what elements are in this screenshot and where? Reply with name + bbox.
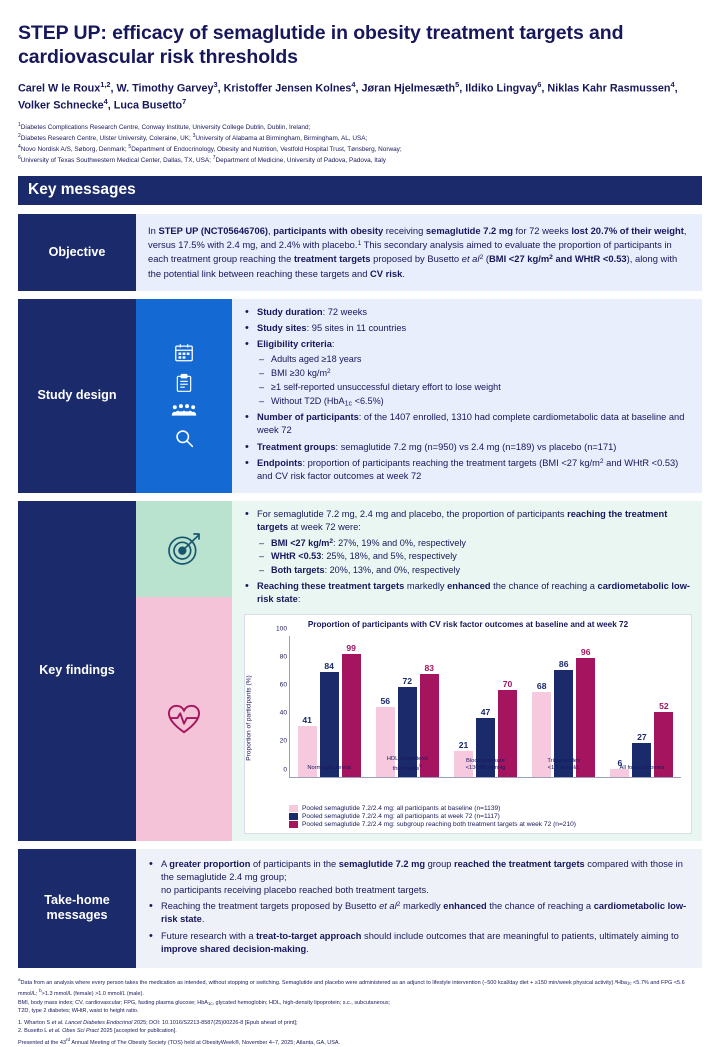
chart-x-tick-label: Blood pressure <130/80 mmHg	[465, 758, 506, 772]
sub-bullet-item: – ≥1 self-reported unsuccessful dietary effort to lose weight	[257, 381, 692, 394]
bullet-item: • Future research with a treat-to-target approach should include outcomes that are meaningful to patients, ultimately aiming to improve shared decision-making.	[148, 930, 690, 956]
calendar-icon	[173, 342, 195, 364]
chart-bar-value: 6	[617, 758, 623, 769]
section-label-study-design: Study design	[18, 299, 136, 494]
sub-bullet-list	[257, 537, 692, 578]
chart-legend-item	[289, 821, 685, 828]
chart-bar-value: 47	[480, 707, 491, 718]
chart-bar-value: 70	[502, 678, 513, 689]
chart-group	[603, 636, 681, 777]
key-findings-icons	[136, 501, 232, 840]
chart-bar-groups	[290, 636, 681, 777]
people-group-icon	[171, 402, 197, 420]
bullet-item: • Endpoints: proportion of participants reaching the treatment targets (BMI <27 $kg/m^2$ and WHtR <0.53) and CV risk factor outcomes at week 72	[244, 457, 692, 483]
chart-y-tick: 20	[279, 737, 287, 745]
chart-bar-value: 41	[302, 714, 312, 725]
chart-legend-item	[289, 805, 685, 812]
sub-bullet-item: – BMI <27 $kg/m^2$: 27%, 19% and 0%, respectively	[257, 537, 692, 550]
bullet-item: • Study sites: 95 sites in 11 countries	[244, 322, 692, 335]
sub-bullet-item: – Adults aged ≥18 years	[257, 353, 692, 366]
key-findings-bullets	[244, 508, 692, 606]
footnotes	[18, 976, 702, 1047]
chart-legend-label: Pooled semaglutide 7.2/2.4 mg: all participants at week 72 (n=1117)	[302, 812, 500, 820]
section-study-design	[18, 299, 702, 494]
search-icon	[174, 428, 195, 449]
chart-group	[290, 636, 368, 777]
key-findings-content	[232, 501, 702, 840]
chart-x-tick-label: Normoglycaemia	[307, 765, 351, 772]
take-home-bullets	[148, 858, 690, 956]
section-label-objective: Objective	[18, 214, 136, 290]
chart-legend-swatch	[289, 813, 298, 820]
clipboard-icon	[174, 372, 194, 394]
sub-bullet-item: – BMI ≥30 $kg/m^2$	[257, 367, 692, 380]
study-design-content	[232, 299, 702, 494]
chart-bar-value: 96	[580, 646, 591, 657]
chart-x-tick-label: Triglycerides <1.7 mmol/L	[547, 758, 581, 772]
objective-text: In STEP UP (NCT05646706), participants with obesity receiving semaglutide 7.2 mg for 72 weeks lost 20.7% of their weight, versus 17.5% with 2.4 mg, and 2.4% with placebo.$^1$ This secondary analysis aimed to evaluate the proportion of participants in each treatment group reaching the treatment targets proposed by Busetto et $al^2$ (BMI <27 $kg/m^2$ and WHtR <0.53), along with the potential link between reaching these targets and CV risk.	[148, 225, 687, 279]
chart-group	[368, 636, 446, 777]
chart-bar-value: 72	[402, 676, 413, 687]
chart-plot	[275, 625, 681, 778]
chart-x-tick-label: HDL cholesterol thresholds$^b$	[386, 756, 428, 772]
section-key-findings	[18, 501, 702, 840]
chart-bar-value: 99	[346, 642, 356, 653]
cv-risk-chart	[244, 614, 692, 834]
chart-bar-value: 68	[536, 681, 547, 692]
chart-y-tick: 80	[279, 653, 287, 661]
sub-bullet-list	[257, 353, 692, 408]
heart-icon	[167, 703, 201, 735]
chart-y-tick: 40	[279, 709, 287, 717]
chart-bar	[320, 661, 339, 776]
chart-legend-item	[289, 813, 685, 820]
sub-bullet-item: – Both targets: 20%, 13%, and 0%, respectively	[257, 564, 692, 577]
chart-y-tick: 60	[279, 681, 287, 689]
chart-bar-value: 52	[659, 701, 669, 712]
bullet-item: • Treatment groups: semaglutide 7.2 mg (n=950) vs 2.4 mg (n=189) vs placebo (n=171)	[244, 441, 692, 454]
chart-group	[446, 636, 524, 777]
chart-legend	[251, 805, 685, 828]
author-list: Carel W le Roux$^{1,2}$, W. Timothy Garvey$^3$, Kristoffer Jensen Kolnes$^4$, Jøran Hjelmesæth$^5$, Ildiko Lingvay$^6$, Niklas Kahr Rasmussen$^4$, Volker Schnecke$^4$, Luca Busetto$^7$	[18, 79, 678, 112]
sub-bullet-item: – WHtR <0.53: 25%, 18%, and 5%, respectively	[257, 550, 692, 563]
chart-bar-value: 27	[637, 732, 647, 743]
affiliations: $^1$Diabetes Complications Research Centre, Conway Institute, University College Dublin, Dublin, Ireland; $^2$Diabetes Research Centre, Ulster University, Coleraine, UK; $^3$University of Alabama at Birmingham, Birmingham, AL, USA; $^4$Novo Nordisk A/S, Søborg, Denmark; $^5$Department of Endocrinology, Obesity and Nutrition, Vestfold Hospital Trust, Tønsberg, Norway; $^6$University of Texas Southwestern Medical Center, Dallas, TX, USA; $^7$Department of Medicine, University of Padova, Padova, Italy	[18, 122, 402, 165]
reference-1: 1. Wharton S et al. Lancet Diabetes Endocrinol 2025; DOI: 10.1016/S2213-8587(25)00226-8 [Epub ahead of print];	[18, 1019, 298, 1026]
bullet-item: • A greater proportion of participants in the semaglutide 7.2 mg group reached the treatment targets compared with those in the semaglutide 2.4 mg group; no participants receiving placebo reached both treatment targets.	[148, 858, 690, 898]
study-design-icons	[136, 299, 232, 494]
chart-legend-swatch	[289, 805, 298, 812]
bullet-item: • Reaching these treatment targets markedly enhanced the chance of reaching a cardiometabolic low-risk state:	[244, 580, 692, 606]
bullet-item: • Study duration: 72 weeks	[244, 306, 692, 319]
chart-x-tick-label: All four outcomes	[619, 765, 665, 772]
chart-title: Proportion of participants with CV risk factor outcomes at baseline and at week 72	[307, 619, 629, 629]
chart-bar-value: 21	[458, 739, 469, 750]
presented-at: Presented at the 43rd Annual Meeting of The Obesity Society (TOS) held at ObesityWeek®, November 4–7, 2025; Atlanta, GA, USA.	[18, 1036, 341, 1046]
section-take-home	[18, 849, 702, 968]
chart-group	[525, 636, 603, 777]
key-messages-band: Key messages	[18, 176, 702, 205]
section-label-key-findings: Key findings	[18, 501, 136, 840]
study-design-bullets	[244, 306, 692, 484]
chart-bar-value: 84	[324, 661, 334, 672]
chart-bar	[342, 642, 361, 777]
bullet-item: • Number of participants: of the 1407 enrolled, 1310 had complete cardiometabolic data at baseline and week 72	[244, 411, 692, 437]
chart-y-tick: 100	[275, 625, 287, 633]
chart-y-tick: 0	[283, 766, 287, 774]
bullet-item: • Eligibility criteria: – Adults aged ≥18 years – BMI ≥30 $kg/m^2$ – ≥1 self-reported unsuccessful dietary effort to lose weight – Without T2D (HbA1c <6.5%)	[244, 338, 692, 408]
chart-bar-value: 83	[424, 662, 435, 673]
chart-legend-swatch	[289, 821, 298, 828]
footnote-abbreviations: $^a$Data from an analysis where every person takes the medication as intended, without stopping or switching. Semaglutide and placebo were administered as an adjunct to lifestyle intervention (−500 kcal/day diet + ≥150 min/week physical activity).ªHba1c <5.7% and FPG <5.6 mmol/L; $^b$>1.3 mmol/L (female) >1.0 mmol/L (male). BMI, body mass index; CV, cardiovascular; FPG, fasting plasma glucose; HbA1c, glycated hemoglobin; HDL, high-density lipoprotein; s.c., subcutaneous; T2D, type 2 diabetes; WHtR, waist to height ratio.	[18, 976, 685, 1015]
sub-bullet-item: – Without T2D (HbA1c <6.5%)	[257, 395, 692, 408]
take-home-content	[136, 849, 702, 968]
bullet-item: • For semaglutide 7.2 mg, 2.4 mg and placebo, the proportion of participants reaching the treatment targets at week 72 were: – BMI <27 $kg/m^2$: 27%, 19% and 0%, respectively – WHtR <0.53: 25%, 18%, and 5%, respectively – Both targets: 20%, 13%, and 0%, respectively	[244, 508, 692, 577]
chart-bar-value: 56	[380, 696, 391, 707]
reference-2: 2. Busetto L et al. Obes Sci Pract 2025 [accepted for publication].	[18, 1028, 177, 1035]
chart-legend-label: Pooled semaglutide 7.2/2.4 mg: all participants at baseline (n=1139)	[302, 804, 501, 812]
chart-y-axis-label: Proportion of participants (%)	[245, 674, 253, 761]
page-title: STEP UP: efficacy of semaglutide in obesity treatment targets and cardiovascular risk thresholds	[18, 22, 624, 68]
section-objective	[18, 214, 702, 290]
target-icon	[164, 529, 204, 569]
chart-legend-label: Pooled semaglutide 7.2/2.4 mg: subgroup reaching both treatment targets at week 72 (n=210)	[302, 820, 576, 828]
bullet-item: • Reaching the treatment targets proposed by Busetto et $al^2$ markedly enhanced the chance of reaching a cardiometabolic low-risk state.	[148, 900, 690, 926]
objective-content	[136, 214, 702, 290]
section-label-take-home: Take-home messages	[18, 849, 136, 968]
chart-bar-value: 86	[558, 658, 569, 669]
